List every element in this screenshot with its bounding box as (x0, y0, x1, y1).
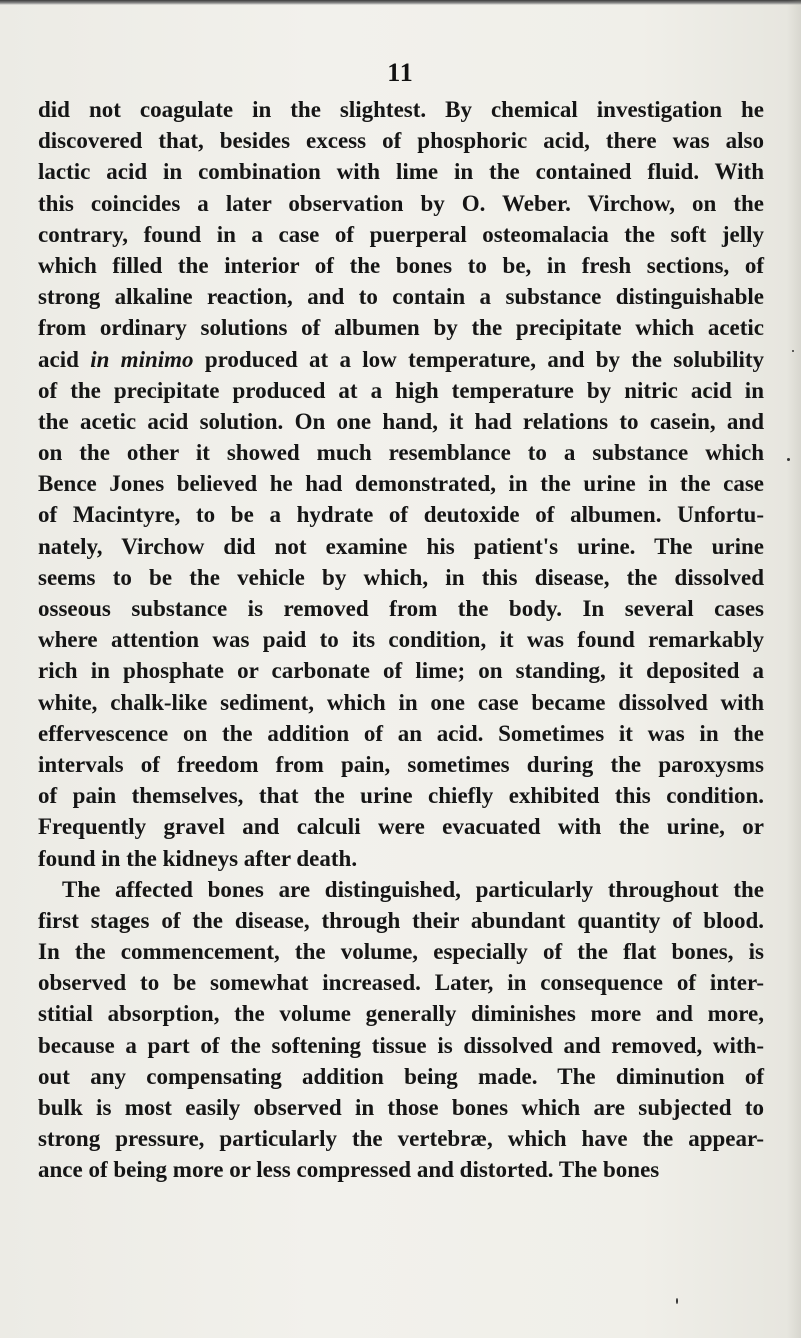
text-line: where attention was paid to its condition, it was found remarkably (38, 627, 764, 653)
text-line: observed to be somewhat increased. Later, in consequence of inter- (38, 970, 764, 996)
page-number: 11 (387, 58, 414, 87)
text-line: the acetic acid solution. On one hand, it had relations to casein, and (38, 408, 764, 434)
text-line: of the precipitate produced at a high temperature by nitric acid in (38, 377, 764, 403)
text-line: acid in minimo produced at a low temperature, and by the solubility (38, 346, 765, 372)
text-line: Frequently gravel and calculi were evacuated with the urine, or (38, 814, 764, 840)
text-line: seems to be the vehicle by which, in this disease, the dissolved (38, 564, 764, 590)
text-line: stitial absorption, the volume generally diminishes more and more, (38, 1001, 764, 1027)
text-line: The affected bones are distinguished, particularly throughout the (62, 876, 764, 902)
text-line: nately, Virchow did not examine his patient's urine. The urine (38, 533, 764, 559)
text-line: because a part of the softening tissue is dissolved and removed, with- (38, 1032, 764, 1058)
body-text (38, 94, 764, 1186)
text-line: In the commencement, the volume, especially of the flat bones, is (38, 939, 764, 965)
text-line: out any compensating addition being made. The diminution of (38, 1063, 764, 1089)
text-line: effervescence on the addition of an acid. Sometimes it was in the (38, 720, 764, 746)
scan-speck (676, 1298, 678, 1304)
text-line: bulk is most easily observed in those bones which are subjected to (38, 1095, 764, 1120)
text-line: did not coagulate in the slightest. By chemical investigation he (38, 97, 764, 122)
text-line: discovered that, besides excess of phosphoric acid, there was also (38, 128, 764, 154)
italic-phrase: in minimo (90, 346, 194, 372)
scan-speck (792, 350, 794, 352)
text-line: lactic acid in combination with lime in the contained fluid. With (38, 159, 764, 185)
text-line: rich in phosphate or carbonate of lime; on standing, it deposited a (38, 658, 764, 684)
right-edge-shadow (787, 0, 801, 1338)
text-line: which filled the interior of the bones to be, in fresh sections, of (38, 252, 764, 278)
text-line: strong pressure, particularly the vertebræ, which have the appear- (38, 1126, 764, 1152)
scan-speck (787, 458, 790, 461)
text-line: of Macintyre, to be a hydrate of deutoxide of albumen. Unfortu- (38, 502, 764, 528)
text-line: strong alkaline reaction, and to contain a substance distinguishable (38, 284, 764, 310)
text-line: ance of being more or less compressed and distorted. The bones (38, 1157, 660, 1183)
text-line: contrary, found in a case of puerperal osteomalacia the soft jelly (38, 221, 764, 247)
text-line: intervals of freedom from pain, sometimes during the paroxysms (38, 751, 764, 777)
top-edge-shadow (0, 0, 801, 5)
text-line: Bence Jones believed he had demonstrated, in the urine in the case (38, 471, 764, 497)
text-line: on the other it showed much resemblance to a substance which (38, 440, 764, 466)
text-line: first stages of the disease, through their abundant quantity of blood. (38, 907, 764, 933)
text-line: white, chalk-like sediment, which in one case became dissolved with (38, 689, 764, 715)
text-line: from ordinary solutions of albumen by the precipitate which acetic (38, 315, 764, 341)
text-line: osseous substance is removed from the body. In several cases (38, 596, 764, 621)
text-line: this coincides a later observation by O. Weber. Virchow, on the (38, 190, 764, 216)
text-line: found in the kidneys after death. (38, 845, 358, 871)
text-line: of pain themselves, that the urine chiefly exhibited this condition. (38, 783, 764, 809)
